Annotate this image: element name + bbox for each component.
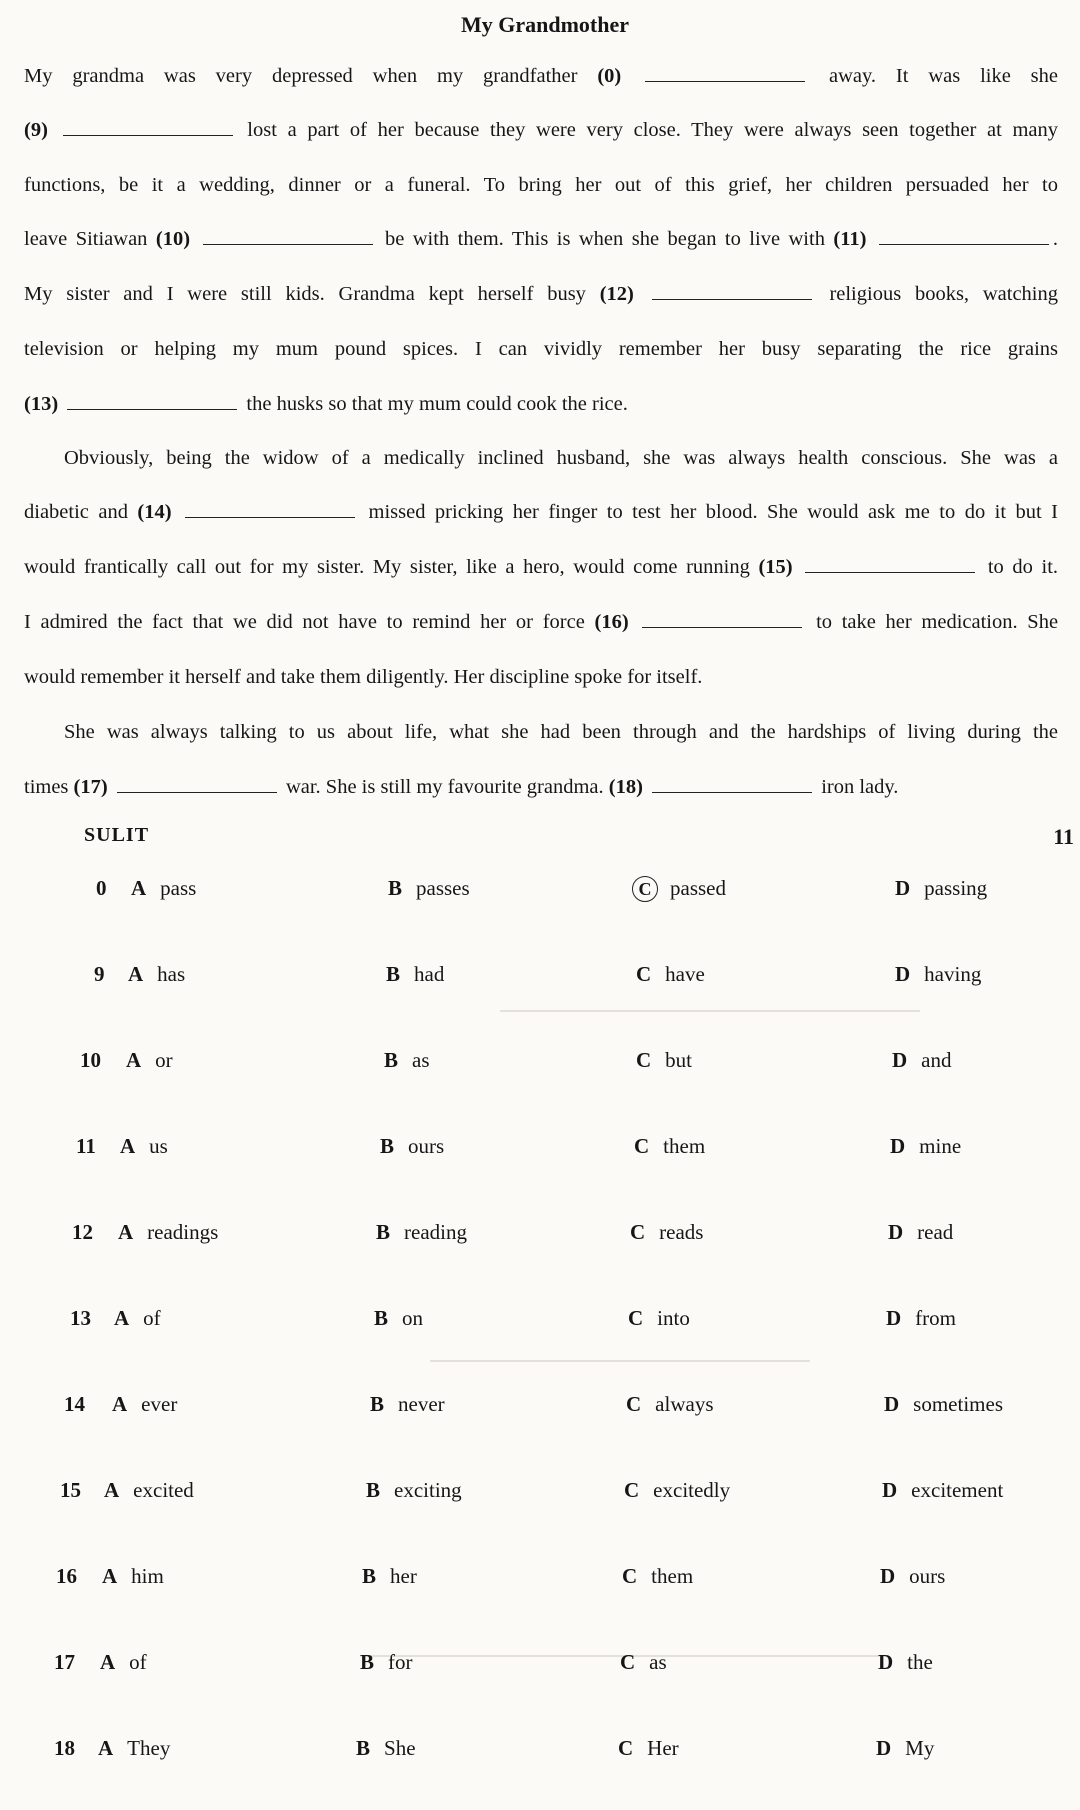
option-text: sometimes: [913, 1392, 1003, 1416]
passage-line-13: [64, 718, 1058, 746]
option-letter: D: [876, 1736, 892, 1760]
passage-line-3: [24, 171, 1058, 199]
option-b[interactable]: [362, 1564, 417, 1589]
option-letter: B: [362, 1564, 377, 1588]
option-letter: D: [882, 1478, 898, 1502]
question-row-15: [0, 1478, 1080, 1518]
option-c[interactable]: [624, 1478, 730, 1503]
passage-text: times: [24, 776, 69, 798]
option-letter: C: [622, 1564, 638, 1588]
option-letter: A: [120, 1134, 136, 1158]
option-d[interactable]: [892, 1048, 952, 1073]
passage-line-1: [24, 62, 1058, 90]
question-row-12: [0, 1220, 1080, 1260]
passage-line-6: [24, 335, 1058, 363]
question-marker-0: (0): [597, 65, 622, 87]
passage-line-8: [64, 444, 1058, 472]
question-row-14: [0, 1392, 1080, 1432]
question-row-13: [0, 1306, 1080, 1346]
answer-blank-10: [203, 228, 373, 245]
option-text: passing: [924, 876, 988, 900]
option-a[interactable]: [131, 876, 196, 901]
option-letter: B: [356, 1736, 371, 1760]
option-a[interactable]: [98, 1736, 170, 1761]
answer-blank-18: [652, 776, 812, 793]
answer-blank-15: [805, 556, 975, 573]
option-text: her: [390, 1564, 417, 1588]
option-letter: D: [878, 1650, 894, 1674]
passage-text: war. She is still my favourite grandma.: [285, 776, 604, 798]
option-text: us: [149, 1134, 168, 1158]
option-letter: A: [126, 1048, 142, 1072]
option-c[interactable]: [622, 1564, 693, 1589]
option-c[interactable]: [618, 1736, 679, 1761]
option-text: having: [924, 962, 982, 986]
option-text: of: [143, 1306, 161, 1330]
bleed-through-mark: [500, 1010, 920, 1012]
question-marker-11: (11): [833, 228, 867, 250]
option-letter: C: [628, 1306, 644, 1330]
question-marker-9: (9): [24, 119, 48, 141]
option-text: reads: [659, 1220, 704, 1244]
option-letter: B: [360, 1650, 375, 1674]
option-text: read: [917, 1220, 954, 1244]
question-number: 13: [70, 1306, 91, 1330]
question-row-16: [0, 1564, 1080, 1604]
option-letter: D: [895, 962, 911, 986]
question-number: 17: [54, 1650, 75, 1674]
passage-text: I admired the fact that we did not have to remind her or force: [24, 611, 585, 633]
option-letter: C: [636, 1048, 652, 1072]
option-letter: B: [386, 962, 401, 986]
option-letter: C: [636, 962, 652, 986]
option-letter: D: [895, 876, 911, 900]
passage-text: religious books, watching: [829, 283, 1058, 305]
option-text: as: [412, 1048, 430, 1072]
option-letter: B: [384, 1048, 399, 1072]
passage-line-4: [24, 225, 1058, 253]
option-letter: B: [388, 876, 403, 900]
option-letter: D: [890, 1134, 906, 1158]
passage-text: television or helping my mum pound spices. I can vividly remember her busy separating the rice grains: [24, 338, 1058, 360]
question-row-10: [0, 1048, 1080, 1088]
answer-blank-11: [879, 228, 1049, 245]
option-text: excited: [133, 1478, 194, 1502]
option-b[interactable]: [366, 1478, 462, 1503]
option-text: ours: [408, 1134, 445, 1158]
option-b[interactable]: [370, 1392, 445, 1417]
page-number: 11: [1053, 824, 1074, 849]
option-text: have: [665, 962, 705, 986]
question-marker-14: (14): [137, 501, 172, 523]
option-letter: A: [131, 876, 147, 900]
option-b[interactable]: [388, 876, 470, 901]
option-text: of: [129, 1650, 147, 1674]
option-text: She: [384, 1736, 416, 1760]
option-letter: B: [370, 1392, 385, 1416]
question-marker-16: (16): [594, 611, 629, 633]
passage-text: diabetic and: [24, 501, 128, 523]
option-b[interactable]: [356, 1736, 416, 1761]
option-text: reading: [404, 1220, 467, 1244]
passage-text: would frantically call out for my sister. My sister, like a hero, would come running: [24, 556, 750, 578]
question-marker-18: (18): [608, 776, 643, 798]
passage-line-9: [24, 498, 1058, 526]
question-number: 0: [96, 876, 107, 900]
passage-line-2: [24, 116, 1058, 144]
question-marker-17: (17): [73, 776, 108, 798]
option-c[interactable]: [620, 1650, 667, 1675]
option-d[interactable]: [880, 1564, 945, 1589]
passage-text: to take her medication. She: [816, 611, 1059, 633]
option-text: from: [915, 1306, 956, 1330]
option-text: had: [414, 962, 445, 986]
question-number: 16: [56, 1564, 77, 1588]
question-marker-12: (12): [599, 283, 634, 305]
answer-blank-16: [642, 611, 802, 628]
option-text: ever: [141, 1392, 178, 1416]
option-text: ours: [909, 1564, 946, 1588]
option-text: passed: [670, 876, 726, 900]
option-a[interactable]: [128, 962, 185, 987]
question-row-9: [0, 962, 1080, 1002]
answer-blank-13: [67, 393, 237, 410]
option-letter: B: [380, 1134, 395, 1158]
option-letter: C: [620, 1650, 636, 1674]
passage-text: the husks so that my mum could cook the rice.: [246, 393, 628, 415]
option-text: readings: [147, 1220, 219, 1244]
option-c[interactable]: [628, 1306, 690, 1331]
passage-text: leave Sitiawan: [24, 228, 148, 250]
option-text: and: [921, 1048, 952, 1072]
option-b[interactable]: [376, 1220, 467, 1245]
option-text: has: [157, 962, 186, 986]
question-marker-13: (13): [24, 393, 59, 415]
option-text: him: [131, 1564, 164, 1588]
question-row-17: [0, 1650, 1080, 1690]
option-letter: A: [118, 1220, 134, 1244]
question-number: 14: [64, 1392, 85, 1416]
passage-text: My grandma was very depressed when my grandfather: [24, 65, 578, 87]
option-letter: A: [102, 1564, 118, 1588]
option-c[interactable]: [634, 1134, 705, 1159]
passage-line-14: [24, 773, 1058, 801]
option-b[interactable]: [360, 1650, 413, 1675]
option-text: or: [155, 1048, 173, 1072]
passage-line-5: [24, 280, 1058, 308]
option-b[interactable]: [374, 1306, 423, 1331]
option-letter: D: [888, 1220, 904, 1244]
question-row-18: [0, 1736, 1080, 1776]
option-letter: C: [618, 1736, 634, 1760]
option-text: excitedly: [653, 1478, 731, 1502]
option-d[interactable]: [884, 1392, 1003, 1417]
question-number: 9: [94, 962, 105, 986]
option-text: as: [649, 1650, 667, 1674]
option-letter: B: [376, 1220, 391, 1244]
passage-text: Obviously, being the widow of a medically inclined husband, she was always health conscious. She was a: [64, 447, 1058, 469]
question-number: 12: [72, 1220, 93, 1244]
option-text: into: [657, 1306, 690, 1330]
option-letter: D: [884, 1392, 900, 1416]
option-text: My: [905, 1736, 935, 1760]
option-a[interactable]: [104, 1478, 194, 1503]
passage-text: away. It was like she: [829, 65, 1059, 87]
option-a[interactable]: [100, 1650, 147, 1675]
option-text: They: [127, 1736, 171, 1760]
option-text: on: [402, 1306, 424, 1330]
option-c[interactable]: [630, 1220, 703, 1245]
option-c[interactable]: [632, 876, 726, 902]
option-letter: A: [128, 962, 144, 986]
option-text: them: [651, 1564, 694, 1588]
passage-text: .: [1052, 228, 1059, 250]
passage-line-7: [24, 390, 1058, 418]
option-text: passes: [416, 876, 470, 900]
answer-blank-9: [63, 119, 233, 136]
question-number: 18: [54, 1736, 75, 1760]
option-b[interactable]: [380, 1134, 444, 1159]
passage-text: be with them. This is when she began to live with: [384, 228, 825, 250]
option-text: but: [665, 1048, 693, 1072]
option-letter: A: [100, 1650, 116, 1674]
passage-text: lost a part of her because they were very close. They were always seen together at many: [247, 119, 1059, 141]
option-text: never: [398, 1392, 445, 1416]
option-text: for: [388, 1650, 413, 1674]
option-d[interactable]: [876, 1736, 934, 1761]
option-d[interactable]: [895, 876, 987, 901]
question-marker-10: (10): [155, 228, 191, 250]
passage-line-12: [24, 663, 1058, 691]
option-letter: A: [104, 1478, 120, 1502]
option-text: mine: [919, 1134, 962, 1158]
circled-answer-letter: C: [632, 876, 658, 902]
option-text: Her: [647, 1736, 679, 1760]
option-letter: C: [634, 1134, 650, 1158]
option-text: them: [663, 1134, 706, 1158]
option-d[interactable]: [882, 1478, 1003, 1503]
option-letter: C: [626, 1392, 642, 1416]
option-letter: D: [892, 1048, 908, 1072]
option-text: always: [655, 1392, 714, 1416]
answer-blank-14: [185, 501, 355, 518]
option-a[interactable]: [120, 1134, 168, 1159]
option-letter: B: [366, 1478, 381, 1502]
option-letter: C: [630, 1220, 646, 1244]
question-row-0: [0, 876, 1080, 916]
option-a[interactable]: [112, 1392, 177, 1417]
option-text: exciting: [394, 1478, 462, 1502]
passage-text: iron lady.: [821, 776, 899, 798]
option-text: excitement: [911, 1478, 1004, 1502]
passage-line-11: [24, 608, 1058, 636]
passage-text: functions, be it a wedding, dinner or a funeral. To bring her out of this grief, her children persuaded her to: [24, 174, 1058, 196]
answer-blank-17: [117, 776, 277, 793]
passage-line-10: [24, 553, 1058, 581]
option-a[interactable]: [114, 1306, 161, 1331]
passage-text: She was always talking to us about life, what she had been through and the hardships of living during the: [64, 721, 1058, 743]
option-c[interactable]: [626, 1392, 714, 1417]
option-a[interactable]: [126, 1048, 173, 1073]
option-a[interactable]: [102, 1564, 164, 1589]
question-number: 10: [80, 1048, 101, 1072]
option-d[interactable]: [890, 1134, 961, 1159]
question-marker-15: (15): [758, 556, 793, 578]
passage-text: to do it.: [987, 556, 1059, 578]
option-text: pass: [160, 876, 197, 900]
option-text: the: [907, 1650, 933, 1674]
option-letter: C: [624, 1478, 640, 1502]
passage-text: My sister and I were still kids. Grandma kept herself busy: [24, 283, 586, 305]
passage-text: missed pricking her finger to test her blood. She would ask me to do it but I: [368, 501, 1059, 523]
option-b[interactable]: [384, 1048, 430, 1073]
option-letter: B: [374, 1306, 389, 1330]
question-number: 15: [60, 1478, 81, 1502]
option-letter: A: [114, 1306, 130, 1330]
answer-blank-0: [645, 65, 805, 82]
option-a[interactable]: [118, 1220, 218, 1245]
passage-text: would remember it herself and take them diligently. Her discipline spoke for itself.: [24, 666, 703, 688]
question-row-11: [0, 1134, 1080, 1174]
page-title: My Grandmother: [460, 12, 630, 37]
option-d[interactable]: [886, 1306, 956, 1331]
option-d[interactable]: [888, 1220, 953, 1245]
option-letter: D: [880, 1564, 896, 1588]
option-letter: A: [112, 1392, 128, 1416]
option-d[interactable]: [895, 962, 981, 987]
option-d[interactable]: [878, 1650, 933, 1675]
option-b[interactable]: [386, 962, 444, 987]
answer-blank-12: [652, 283, 812, 300]
bleed-through-mark: [430, 1360, 810, 1362]
question-number: 11: [76, 1134, 96, 1158]
option-letter: A: [98, 1736, 114, 1760]
option-c[interactable]: [636, 1048, 692, 1073]
option-letter: D: [886, 1306, 902, 1330]
option-c[interactable]: [636, 962, 705, 987]
sulit-label: SULIT: [84, 824, 150, 846]
